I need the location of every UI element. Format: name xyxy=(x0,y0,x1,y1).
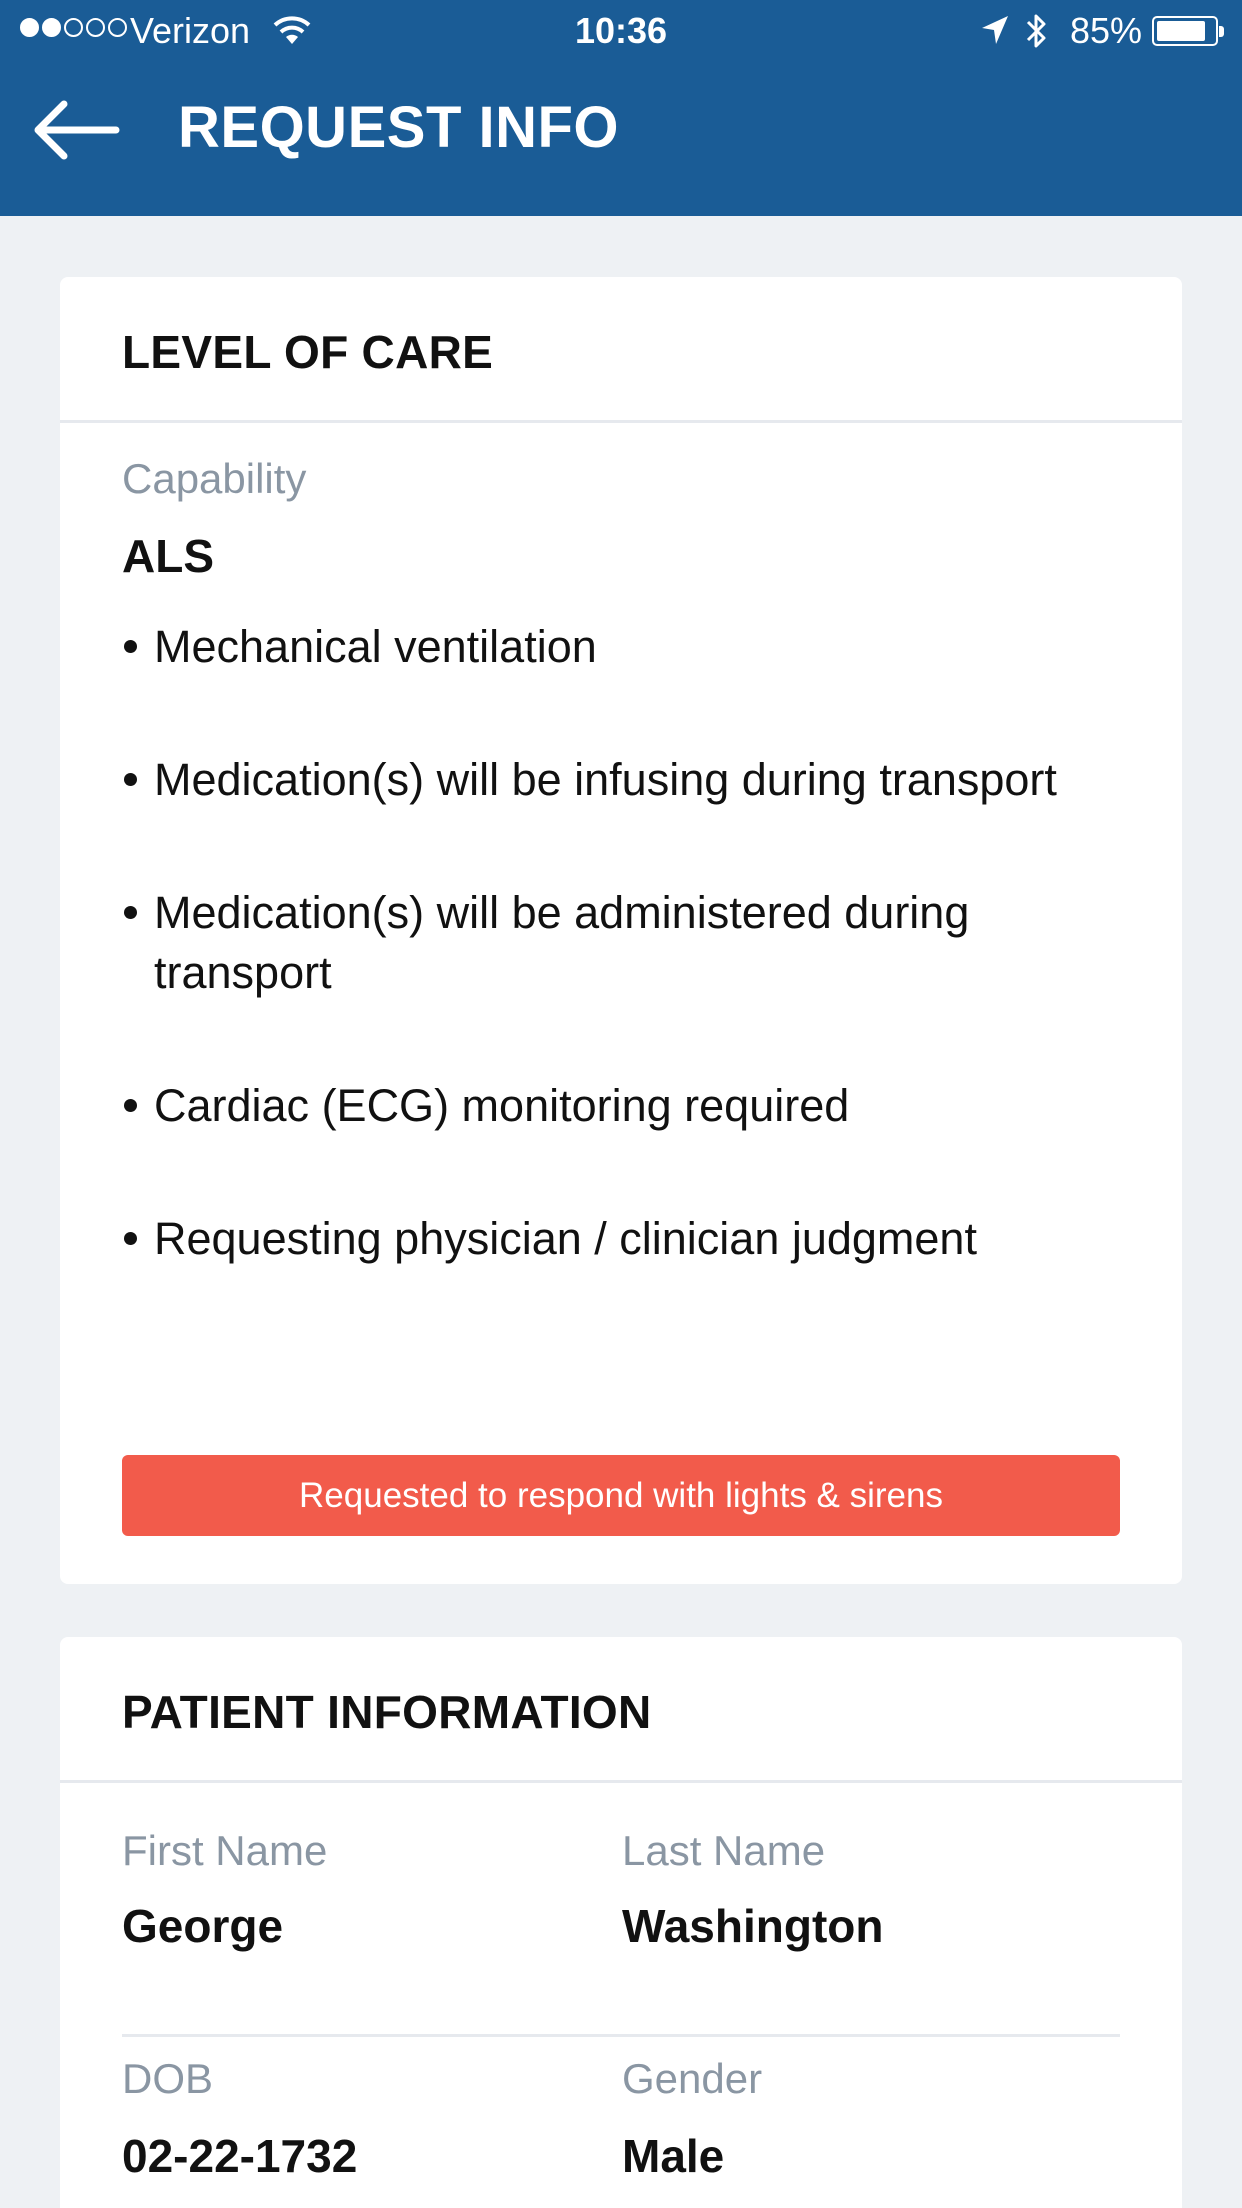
page-title: REQUEST INFO xyxy=(178,95,620,160)
gender-value: Male xyxy=(622,2130,725,2182)
list-item: Requesting physician / clinician judgment xyxy=(122,1209,1122,1269)
carrier-name: Verizon xyxy=(130,10,251,51)
last-name-label: Last Name xyxy=(622,1827,826,1874)
battery-level-fill xyxy=(1157,21,1205,41)
patient-information-header xyxy=(60,1637,1182,1783)
care-requirements-list xyxy=(122,617,1122,1269)
patient-information-card xyxy=(60,1637,1182,2208)
name-row xyxy=(122,1827,1120,2037)
dob-label: DOB xyxy=(122,2055,214,2102)
first-name-value: George xyxy=(122,1900,284,1952)
capability-label: Capability xyxy=(122,455,307,502)
first-name-label: First Name xyxy=(122,1827,328,1874)
patient-information-title: PATIENT INFORMATION xyxy=(122,1686,652,1738)
bluetooth-icon xyxy=(1024,10,1050,52)
lights-sirens-alert: Requested to respond with lights & sirens xyxy=(122,1455,1120,1536)
level-of-care-card xyxy=(60,277,1182,1584)
location-arrow-icon xyxy=(980,14,1010,46)
battery-percent: 85% xyxy=(1070,10,1143,51)
capability-value: ALS xyxy=(122,530,214,582)
list-item: Medication(s) will be administered during transport xyxy=(122,883,1122,1003)
dob-gender-row xyxy=(122,2037,1120,2208)
level-of-care-title: LEVEL OF CARE xyxy=(122,326,494,378)
status-time: 10:36 xyxy=(574,10,668,51)
status-bar xyxy=(0,0,1242,62)
nav-bar xyxy=(0,62,1242,216)
gender-label: Gender xyxy=(622,2055,763,2102)
dob-value: 02-22-1732 xyxy=(122,2130,358,2182)
battery-icon xyxy=(1152,16,1218,46)
list-item: Mechanical ventilation xyxy=(122,617,1122,677)
back-arrow-icon[interactable] xyxy=(30,98,120,162)
list-item: Cardiac (ECG) monitoring required xyxy=(122,1076,1122,1136)
top-bar xyxy=(0,0,1242,216)
last-name-value: Washington xyxy=(622,1900,884,1952)
level-of-care-header xyxy=(60,277,1182,423)
list-item: Medication(s) will be infusing during transport xyxy=(122,750,1122,810)
